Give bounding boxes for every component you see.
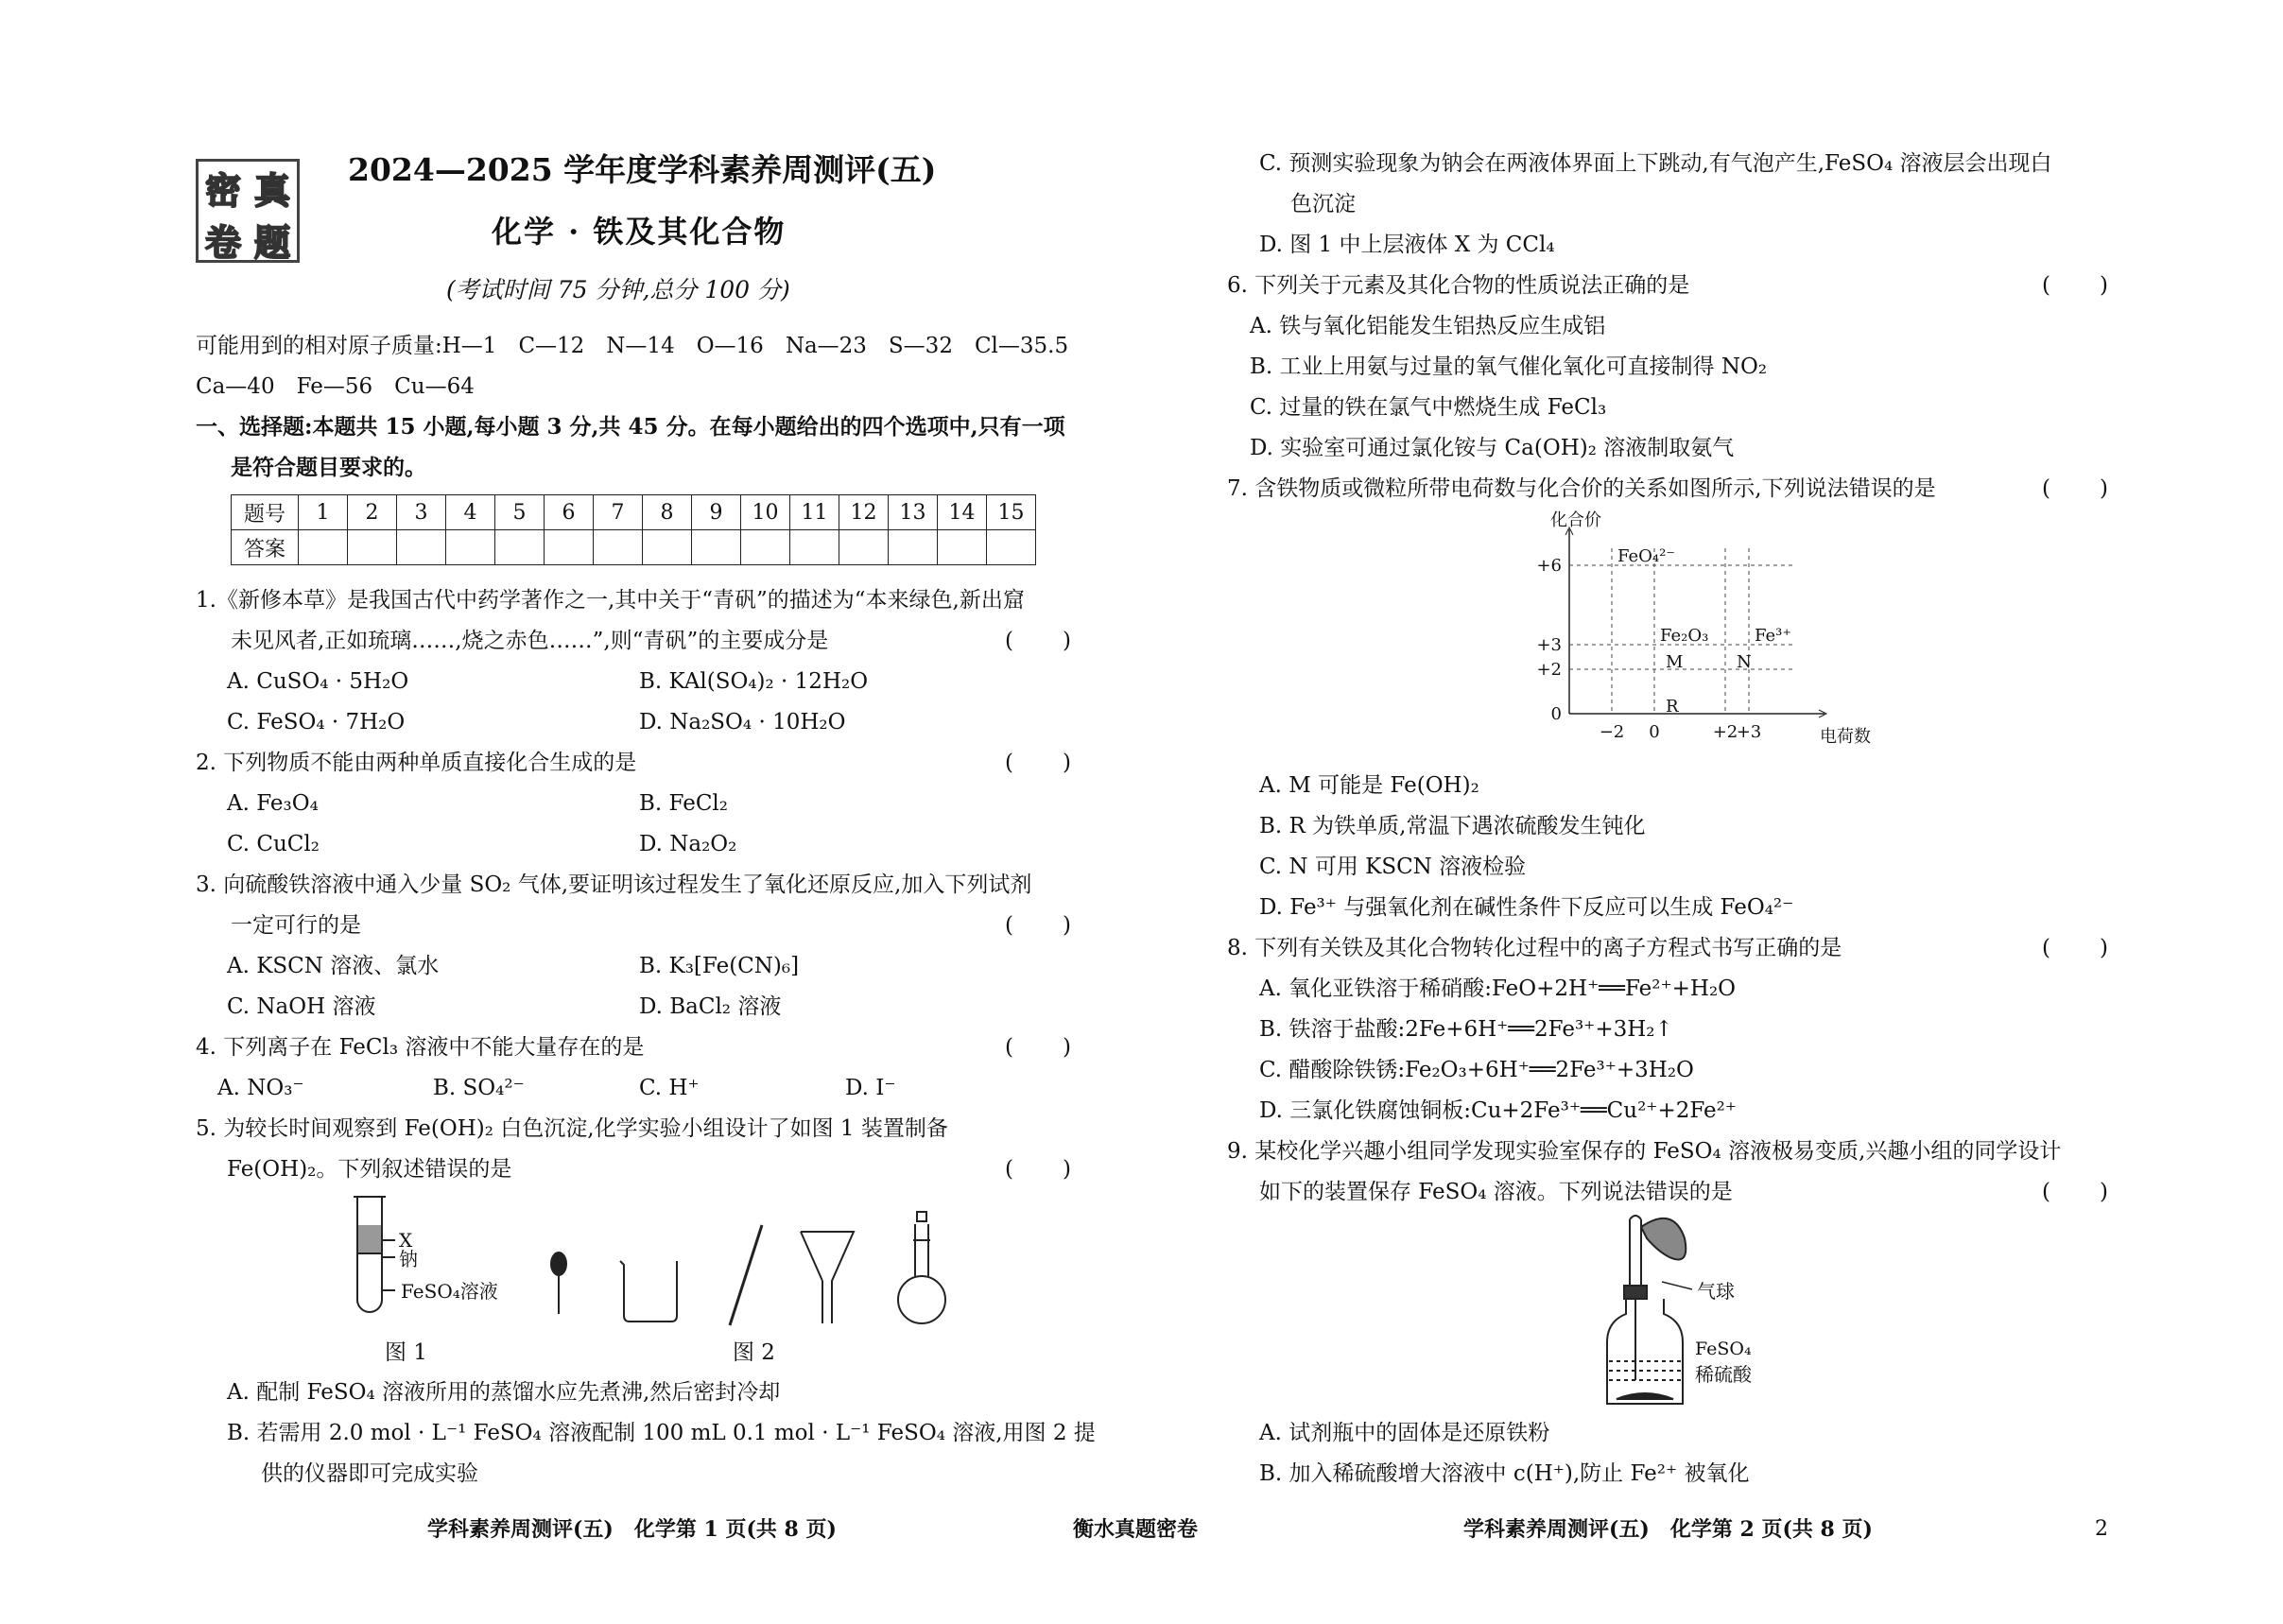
question-number-cell: 7 — [594, 495, 643, 530]
y-tick-label: +6 — [1536, 556, 1562, 576]
q6-option-d: D. 实验室可通过氯化铵与 Ca(OH)₂ 溶液制取氨气 — [1250, 436, 1735, 460]
question-number-cell: 2 — [348, 495, 397, 530]
question-number-cell: 10 — [741, 495, 790, 530]
q1-option-b: B. KAl(SO₄)₂ · 12H₂O — [639, 669, 869, 694]
q7-option-a: A. M 可能是 Fe(OH)₂ — [1259, 773, 1479, 798]
logo-char: 真 — [253, 169, 290, 212]
table-header-label: 题号 — [232, 495, 299, 530]
q1-stem: 1.《新修本草》是我国古代中药学著作之一,其中关于“青矾”的描述为“本来绿色,新出窟 — [196, 588, 1025, 613]
q5-option-b: B. 若需用 2.0 mol · L⁻¹ FeSO₄ 溶液配制 100 mL 0.1 mol · L⁻¹ FeSO₄ 溶液,用图 2 提 — [227, 1421, 1096, 1445]
fig2-caption: 图 2 — [733, 1340, 775, 1365]
question-number-cell: 8 — [643, 495, 692, 530]
question-number-cell: 5 — [495, 495, 545, 530]
exam-info: (考试时间 75 分钟,总分 100 分) — [446, 276, 790, 303]
x-axis-label: 电荷数 — [1820, 727, 1871, 747]
q1-option-a: A. CuSO₄ · 5H₂O — [227, 669, 409, 694]
data-point-label: Fe³⁺ — [1755, 626, 1791, 646]
question-number-cell: 13 — [889, 495, 938, 530]
q8-option-c: C. 醋酸除铁锈:Fe₂O₃+6H⁺══2Fe³⁺+3H₂O — [1259, 1058, 1694, 1082]
q3-stem-cont: 一定可行的是 — [231, 913, 361, 938]
q3-option-a: A. KSCN 溶液、氯水 — [227, 954, 440, 978]
q1-answer-blank[interactable]: ( ) — [1005, 629, 1073, 653]
q3-answer-blank[interactable]: ( ) — [1005, 913, 1073, 938]
dropper-icon — [551, 1253, 566, 1314]
q4-option-d: D. I⁻ — [845, 1076, 896, 1100]
logo-char: 密 — [204, 169, 241, 212]
q4-stem: 4. 下列离子在 FeCl₃ 溶液中不能大量存在的是 — [196, 1035, 645, 1060]
question-number-cell: 6 — [545, 495, 594, 530]
q7-stem: 7. 含铁物质或微粒所带电荷数与化合价的关系如图所示,下列说法错误的是 — [1227, 476, 1936, 501]
page-subtitle: 化学 · 铁及其化合物 — [492, 214, 787, 250]
q3-option-d: D. BaCl₂ 溶液 — [639, 994, 782, 1019]
footer-right: 学科素养周测评(五) 化学第 2 页(共 8 页) — [1463, 1517, 1873, 1542]
q9-answer-blank[interactable]: ( ) — [2042, 1180, 2110, 1204]
x-tick-label: −2 — [1599, 722, 1625, 742]
q6-stem: 6. 下列关于元素及其化合物的性质说法正确的是 — [1227, 273, 1690, 298]
data-point-label: FeO₄²⁻ — [1617, 546, 1675, 566]
balloon-label: 气球 — [1697, 1280, 1735, 1303]
y-tick-label: +3 — [1536, 635, 1562, 655]
table-answer-label: 答案 — [232, 530, 299, 565]
q5-option-c: C. 预测实验现象为钠会在两液体界面上下跳动,有气泡产生,FeSO₄ 溶液层会出现白 — [1259, 151, 2052, 176]
q5-stem-cont: Fe(OH)₂。下列叙述错误的是 — [227, 1157, 512, 1182]
footer-center: 衡水真题密卷 — [1073, 1517, 1199, 1542]
fig1-label-sodium: 钠 — [399, 1248, 418, 1270]
volumetric-flask-icon — [898, 1212, 945, 1323]
question-number-cell: 1 — [299, 495, 348, 530]
q5-option-d: D. 图 1 中上层液体 X 为 CCl₄ — [1259, 233, 1555, 257]
fig1-caption: 图 1 — [385, 1340, 427, 1365]
data-point-label: Fe₂O₃ — [1660, 626, 1709, 646]
q1-option-d: D. Na₂SO₄ · 10H₂O — [639, 710, 846, 734]
q8-option-b: B. 铁溶于盐酸:2Fe+6H⁺══2Fe³⁺+3H₂↑ — [1259, 1017, 1673, 1042]
q7-answer-blank[interactable]: ( ) — [2042, 476, 2110, 501]
q1-stem-cont: 未见风者,正如琉璃……,烧之赤色……”,则“青矾”的主要成分是 — [231, 629, 829, 653]
page-title: 2024—2025 学年度学科素养周测评(五) — [348, 151, 937, 188]
q8-option-a: A. 氧化亚铁溶于稀硝酸:FeO+2H⁺══Fe²⁺+H₂O — [1259, 976, 1737, 1001]
x-tick-label: +3 — [1736, 722, 1762, 742]
q4-answer-blank[interactable]: ( ) — [1005, 1035, 1073, 1060]
q5-figures — [0, 0, 1134, 1380]
y-tick-label: +2 — [1536, 660, 1562, 680]
q2-option-c: C. CuCl₂ — [227, 832, 320, 856]
y-tick-label: 0 — [1550, 704, 1562, 724]
reagent-bottle-figure — [1588, 1210, 1815, 1418]
q5-stem: 5. 为较长时间观察到 Fe(OH)₂ 白色沉淀,化学实验小组设计了如图 1 装置制备 — [196, 1116, 948, 1141]
q2-option-a: A. Fe₃O₄ — [227, 791, 319, 816]
footer-left: 学科素养周测评(五) 化学第 1 页(共 8 页) — [427, 1517, 837, 1542]
question-number-cell: 11 — [790, 495, 839, 530]
question-number-cell: 3 — [397, 495, 446, 530]
q6-option-a: A. 铁与氧化铝能发生铝热反应生成铝 — [1250, 314, 1606, 338]
question-number-cell: 14 — [938, 495, 987, 530]
page-number: 2 — [2095, 1517, 2108, 1541]
atomic-masses-line1: 可能用到的相对原子质量:H—1 C—12 N—14 O—16 Na—23 S—32 Cl—35.5 — [196, 334, 1069, 358]
q6-option-c: C. 过量的铁在氯气中燃烧生成 FeCl₃ — [1250, 395, 1607, 420]
q8-stem: 8. 下列有关铁及其化合物转化过程中的离子方程式书写正确的是 — [1227, 936, 1842, 960]
q9-option-a: A. 试剂瓶中的固体是还原铁粉 — [1259, 1421, 1550, 1445]
q7-option-c: C. N 可用 KSCN 溶液检验 — [1259, 855, 1527, 879]
valence-charge-chart — [1513, 510, 1871, 756]
data-point-label: N — [1737, 652, 1752, 672]
question-number-cell: 9 — [692, 495, 741, 530]
logo-char: 卷 — [204, 221, 241, 264]
acid-label: 稀硫酸 — [1695, 1363, 1752, 1386]
q2-answer-blank[interactable]: ( ) — [1005, 751, 1073, 775]
q5-option-b-cont: 供的仪器即可完成实验 — [261, 1461, 478, 1486]
glass-rod-icon — [730, 1225, 762, 1325]
q6-answer-blank[interactable]: ( ) — [2042, 273, 2110, 298]
funnel-icon — [801, 1232, 854, 1323]
q3-stem: 3. 向硫酸铁溶液中通入少量 SO₂ 气体,要证明该过程发生了氧化还原反应,加入下列试剂 — [196, 872, 1032, 897]
q9-stem: 9. 某校化学兴趣小组同学发现实验室保存的 FeSO₄ 溶液极易变质,兴趣小组的同学设计 — [1227, 1139, 2062, 1164]
q5-option-a: A. 配制 FeSO₄ 溶液所用的蒸馏水应先煮沸,然后密封冷却 — [227, 1380, 781, 1405]
beaker-icon — [620, 1261, 677, 1322]
q8-option-d: D. 三氯化铁腐蚀铜板:Cu+2Fe³⁺══Cu²⁺+2Fe²⁺ — [1259, 1098, 1738, 1123]
q5-option-c-cont: 色沉淀 — [1290, 192, 1356, 216]
y-axis-label: 化合价 — [1550, 510, 1601, 530]
question-number-cell: 12 — [839, 495, 889, 530]
q6-option-b: B. 工业上用氨与过量的氧气催化氧化可直接制得 NO₂ — [1250, 354, 1768, 379]
q8-answer-blank[interactable]: ( ) — [2042, 936, 2110, 960]
q2-option-d: D. Na₂O₂ — [639, 832, 737, 856]
section-heading: 一、选择题:本题共 15 小题,每小题 3 分,共 45 分。在每小题给出的四个选项中,只有一项 — [196, 414, 1065, 440]
q7-option-d: D. Fe³⁺ 与强氧化剂在碱性条件下反应可以生成 FeO₄²⁻ — [1259, 895, 1794, 920]
q4-option-a: A. NO₃⁻ — [217, 1076, 304, 1100]
question-number-cell: 4 — [446, 495, 495, 530]
q7-option-b: B. R 为铁单质,常温下遇浓硫酸发生钝化 — [1259, 814, 1646, 838]
q2-option-b: B. FeCl₂ — [639, 791, 729, 816]
feso4-label: FeSO₄ — [1695, 1339, 1752, 1359]
q4-option-b: B. SO₄²⁻ — [433, 1076, 525, 1100]
data-point-label: M — [1666, 652, 1684, 672]
test-tube-figure — [354, 1197, 395, 1312]
data-point-label: R — [1666, 697, 1679, 717]
fig1-label-solution: FeSO₄溶液 — [401, 1280, 498, 1303]
q3-option-b: B. K₃[Fe(CN)₆] — [639, 954, 800, 978]
q3-option-c: C. NaOH 溶液 — [227, 994, 376, 1019]
q9-option-b: B. 加入稀硫酸增大溶液中 c(H⁺),防止 Fe²⁺ 被氧化 — [1259, 1461, 1750, 1486]
q1-option-c: C. FeSO₄ · 7H₂O — [227, 710, 406, 734]
x-tick-label: 0 — [1649, 722, 1660, 742]
atomic-masses-line2: Ca—40 Fe—56 Cu—64 — [196, 374, 475, 399]
fig1-label-x: X — [399, 1229, 413, 1252]
q2-stem: 2. 下列物质不能由两种单质直接化合生成的是 — [196, 751, 637, 775]
q4-option-c: C. H⁺ — [639, 1076, 700, 1100]
x-tick-label: +2 — [1712, 722, 1738, 742]
section-heading-cont: 是符合题目要求的。 — [231, 455, 426, 480]
q9-stem-cont: 如下的装置保存 FeSO₄ 溶液。下列说法错误的是 — [1259, 1180, 1733, 1204]
question-number-cell: 15 — [987, 495, 1036, 530]
q5-answer-blank[interactable]: ( ) — [1005, 1157, 1073, 1182]
logo-char: 题 — [253, 221, 290, 264]
